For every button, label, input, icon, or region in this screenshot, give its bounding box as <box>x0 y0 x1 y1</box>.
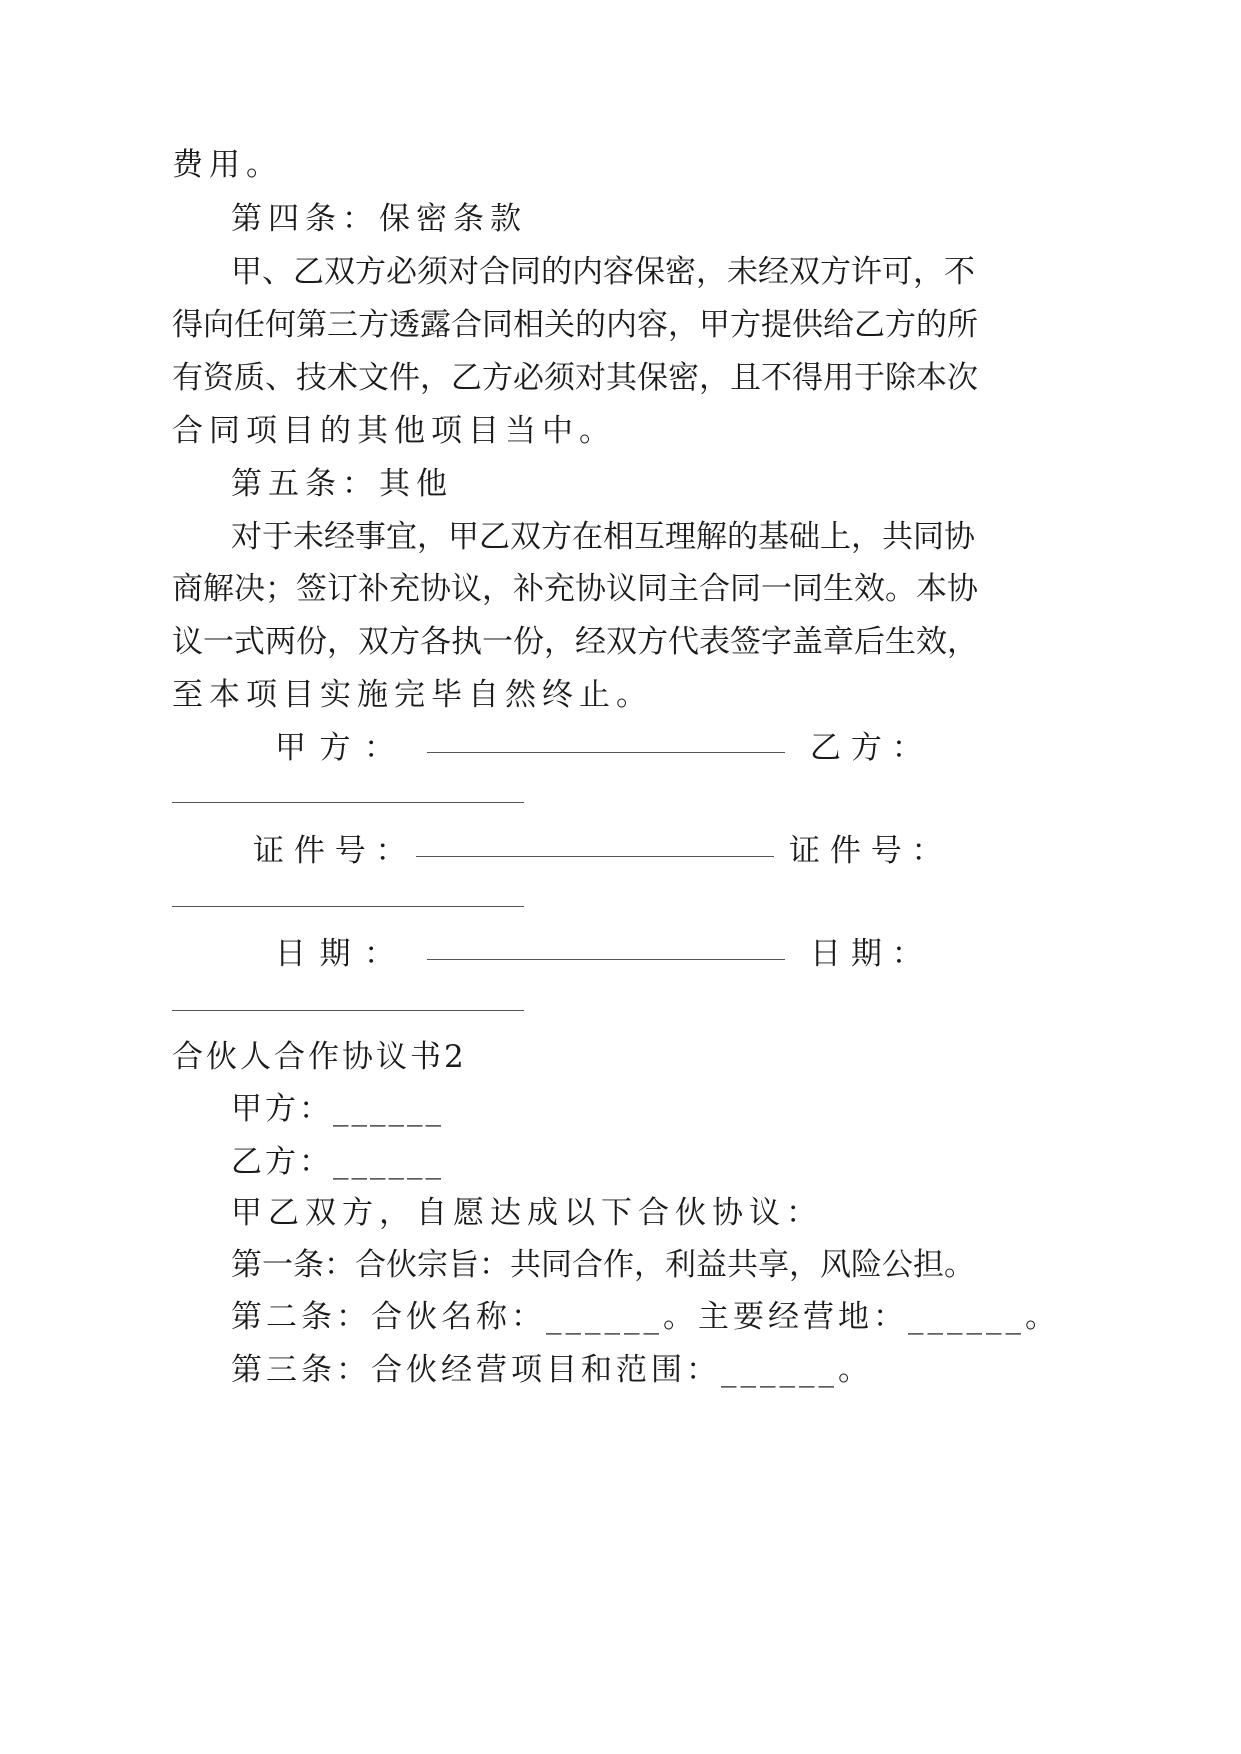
document-2-intro: 甲乙双方，自愿达成以下合伙协议： <box>231 1195 823 1231</box>
document-2-title: 合伙人合作协议书2 <box>172 1039 467 1075</box>
party-b-signature-blank <box>172 802 524 803</box>
party-a-date-label: 日 期 ： <box>275 936 395 972</box>
party-a-id-label: 证 件 号 ： <box>253 833 407 869</box>
party-b-date-label: 日 期 ： <box>810 936 923 972</box>
party-b-id-blank <box>172 906 524 907</box>
article-5-body-line-4: 至本项目实施完毕自然终止。 <box>172 677 653 713</box>
party-a-signature-label: 甲 方 ： <box>275 730 395 766</box>
party-a-date-blank <box>427 959 785 960</box>
party-b-id-label: 证 件 号 ： <box>789 833 943 869</box>
document-2-party-b: 乙方：______ <box>231 1144 444 1180</box>
paragraph-end-line: 费用。 <box>172 147 283 183</box>
document-2-article-3: 第三条：合伙经营项目和范围：______。 <box>231 1352 873 1388</box>
article-4-body-line-1: 甲、乙双方必须对合同的内容保密，未经双方许可，不 <box>231 254 975 290</box>
document-2-article-2: 第二条：合伙名称：______。主要经营地：______。 <box>231 1299 1060 1335</box>
party-a-id-blank <box>416 856 774 857</box>
article-4-body-line-2: 得向任何第三方透露合同相关的内容，甲方提供给乙方的所 <box>172 307 978 343</box>
document-2-party-a: 甲方：______ <box>231 1091 444 1127</box>
article-4-body-line-4: 合同项目的其他项目当中。 <box>172 413 616 449</box>
article-5-heading: 第五条：其他 <box>231 466 453 502</box>
party-a-signature-blank <box>427 752 785 753</box>
party-b-date-blank <box>172 1010 524 1011</box>
document-2-article-1: 第一条：合伙宗旨：共同合作，利益共享，风险公担。 <box>231 1247 975 1283</box>
article-5-body-line-3: 议一式两份，双方各执一份，经双方代表签字盖章后生效， <box>172 624 978 660</box>
article-5-body-line-2: 商解决；签订补充协议，补充协议同主合同一同生效。本协 <box>172 571 978 607</box>
party-b-signature-label: 乙 方 ： <box>810 730 923 766</box>
article-5-body-line-1: 对于未经事宜，甲乙双方在相互理解的基础上，共同协 <box>231 519 975 555</box>
article-4-heading: 第四条：保密条款 <box>231 201 527 237</box>
article-4-body-line-3: 有资质、技术文件，乙方必须对其保密，且不得用于除本次 <box>172 360 978 396</box>
